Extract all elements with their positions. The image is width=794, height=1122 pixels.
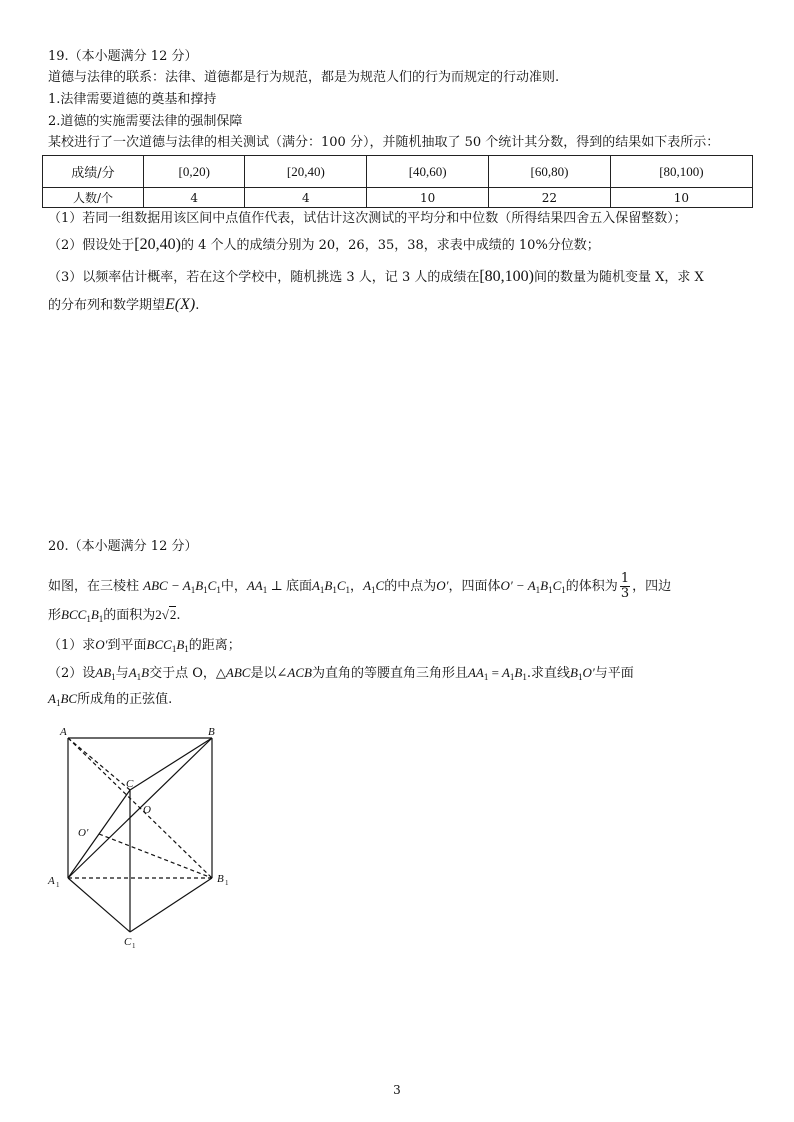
q20-line2 (48, 606, 181, 628)
edge-a1c1 (68, 878, 130, 932)
q19-sub3-post: 间的数量为随机变量 X，求 X (534, 270, 704, 285)
interval-cell: [60,80) (489, 156, 611, 188)
edge-cb (130, 738, 212, 790)
q19-sub2 (48, 236, 600, 255)
q20-text: 的体积为 (565, 579, 618, 594)
label-b1-sub: 1 (225, 879, 229, 887)
segment-o-prime-b1 (99, 834, 212, 878)
area-coefficient: 2 (155, 607, 162, 622)
count-cell: 10 (610, 188, 752, 208)
q20-text: 与 (115, 666, 129, 681)
segment-ab1: $AB_1$ (95, 665, 116, 682)
q20-sub2 (48, 664, 634, 686)
q19-point1: 1.法律需要道德的奠基和撑持 (48, 92, 217, 107)
tetrahedron-name: $O' - A_1B_1C_1$ (500, 578, 566, 595)
edge-ac (68, 738, 130, 790)
q19-sub3 (48, 268, 704, 287)
q20-text: . (176, 608, 181, 623)
q20-text: 所成角的正弦值. (77, 692, 173, 707)
edge-aa1: $AA_1$ ⊥ (246, 578, 283, 595)
page-number: 3 (393, 1083, 401, 1097)
interval-cell: [0,20) (144, 156, 245, 188)
interval-cell: [40,60) (367, 156, 489, 188)
fraction-numerator: 1 (620, 571, 630, 586)
label-b1: B (217, 873, 224, 885)
q19-point2: 2.道德的实施需要法律的强制保障 (48, 114, 243, 129)
label-a1: A (48, 875, 55, 887)
point-o-prime: O′ (95, 637, 108, 652)
edge-c1b1 (130, 878, 212, 932)
score-table (42, 155, 753, 208)
label-c1: C (124, 936, 132, 948)
label-o-prime: O′ (78, 827, 89, 839)
prism-figure (40, 720, 240, 950)
area-radicand: 2 (169, 607, 177, 622)
label-a: A (60, 726, 67, 738)
q20-text: 与平面 (594, 666, 634, 681)
q20-text: 到平面 (107, 638, 147, 653)
q19-stem: 某校进行了一次道德与法律的相关测试（满分：100 分），并随机抽取了 50 个统计其分数，得到的结果如下表所示： (48, 135, 720, 150)
q19-sub2-pre: （2）假设处于 (48, 238, 135, 253)
score-label: 成绩/分 (43, 156, 144, 188)
q19-sub3-end: . (195, 298, 200, 313)
q19-sub3-pre: （3）以频率估计概率，若在这个学校中，随机挑选 3 人，记 3 人的成绩在 (48, 270, 480, 285)
plane-a1bc: $A_1BC$ (48, 691, 78, 708)
q20-text: 是以 (250, 666, 277, 681)
angle-acb: ∠ACB (276, 665, 312, 680)
q20-sub2-line2 (48, 690, 172, 712)
q20-text: ， (350, 579, 364, 594)
q20-text: 的面积为 (103, 608, 156, 623)
interval-cell: [80,100) (610, 156, 752, 188)
prism-name: ABC − $A_1B_1C_1$ (143, 578, 221, 595)
label-b: B (208, 726, 215, 738)
q19-expectation: E(X) (165, 296, 196, 313)
label-c1-sub: 1 (132, 942, 136, 950)
q20-header: 20.（本小题满分 12 分） (48, 539, 198, 554)
q20-text: （1）求 (48, 638, 96, 653)
label-a1-sub: 1 (56, 881, 60, 889)
q19-sub3-interval: [80,100) (479, 268, 534, 285)
q19-header: 19.（本小题满分 12 分） (48, 49, 198, 64)
q19-sub3-line2-text: 的分布列和数学期望 (48, 298, 166, 313)
q20-text: 为直角的等腰直角三角形且 (311, 666, 468, 681)
segment-a1b: $A_1B$ (128, 665, 150, 682)
q19-sub2-interval: [20,40) (134, 236, 181, 253)
q20-text: 底面 (285, 579, 312, 594)
q20-text: 的中点为 (384, 579, 437, 594)
q20-text: .求直线 (526, 666, 570, 681)
count-cell: 10 (367, 188, 489, 208)
area-value: 2√2 (155, 607, 177, 622)
label-o: O (143, 804, 151, 816)
point-o-prime: O′ (436, 578, 449, 593)
count-cell: 4 (144, 188, 245, 208)
q20-text: 的距离； (188, 638, 241, 653)
plane-bcc1b1: $BCC_1B_1$ (146, 637, 189, 654)
triangle-abc: △ABC (215, 665, 251, 680)
face-a1b1c1: $A_1B_1C_1$ (311, 578, 351, 595)
q20-text: 形 (48, 608, 62, 623)
quad-bcc1b1: $BCC_1B_1$ (61, 607, 104, 624)
q20-text: 如图，在三棱柱 (48, 579, 140, 594)
interval-cell: [20,40) (245, 156, 367, 188)
q20-text: 中， (220, 579, 247, 594)
q20-text: ，四面体 (448, 579, 501, 594)
volume-fraction (620, 572, 630, 601)
q19-sub1: （1）若同一组数据用该区间中点值作代表，试估计这次测试的平均分和中位数（所得结果四舍五入保留整数）； (48, 211, 687, 226)
q20-text: 交于点 O， (149, 666, 216, 681)
q19-intro: 道德与法律的联系：法律、道德都是行为规范，都是为规范人们的行为而规定的行动准则. (48, 70, 560, 85)
label-c: C (126, 778, 134, 790)
q19-sub3-line2 (48, 296, 199, 315)
equality-aa1-a1b1: $AA_1 = A_1B_1$ (467, 665, 527, 682)
q20-sub1 (48, 636, 241, 658)
line-b1o-prime: $B_1O'$ (570, 665, 595, 682)
q20-text: ，四边 (632, 579, 672, 594)
segment-a1c: $A_1C$ (363, 578, 385, 595)
count-cell: 22 (489, 188, 611, 208)
q20-text: （2）设 (48, 666, 96, 681)
q20-line1 (48, 572, 671, 603)
q19-sub2-post: 的 4 个人的成绩分别为 20，26，35，38，求表中成绩的 10%分位数； (180, 238, 600, 253)
count-cell: 4 (245, 188, 367, 208)
count-label: 人数/个 (43, 188, 144, 208)
fraction-denominator: 3 (620, 586, 630, 601)
